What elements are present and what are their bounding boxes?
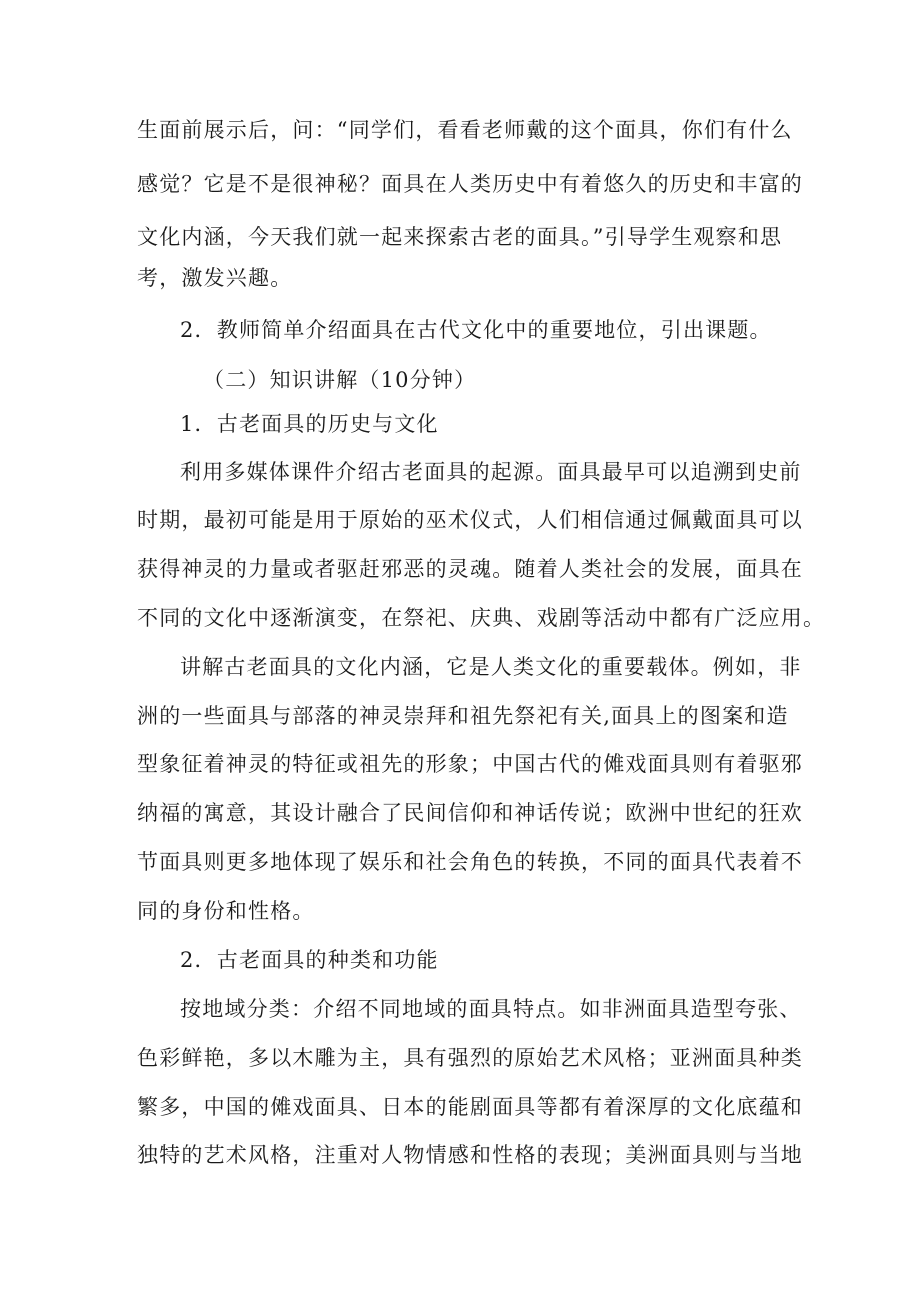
- section-heading: （二）知识讲解（10分钟）: [203, 368, 477, 392]
- list-item-heading: 2．教师简单介绍面具在古代文化中的重要地位，引出课题。: [180, 318, 772, 342]
- paragraph-line: 按地域分类：介绍不同地域的面具特点。如非洲面具造型夸张、: [180, 997, 802, 1021]
- subsection-heading: 2．古老面具的种类和功能: [180, 948, 439, 972]
- paragraph-line: 独特的艺术风格，注重对人物情感和性格的表现；美洲面具则与当地: [137, 1143, 803, 1167]
- paragraph-line: 型象征着神灵的特征或祖先的形象；中国古代的傩戏面具则有着驱邪: [137, 752, 803, 776]
- paragraph-line: 感觉？它是不是很神秘？面具在人类历史中有着悠久的历史和丰富的: [137, 172, 803, 196]
- paragraph-line: 文化内涵，今天我们就一起来探索古老的面具。”引导学生观察和思: [137, 225, 783, 249]
- paragraph-line: 不同的文化中逐渐演变，在祭祀、庆典、戏剧等活动中都有广泛应用。: [137, 606, 826, 630]
- paragraph-line: 时期，最初可能是用于原始的巫术仪式，人们相信通过佩戴面具可以: [137, 508, 803, 532]
- paragraph-line: 讲解古老面具的文化内涵，它是人类文化的重要载体。例如，非: [180, 655, 802, 679]
- subsection-heading: 1．古老面具的历史与文化: [180, 412, 439, 436]
- paragraph-line: 纳福的寓意，其设计融合了民间信仰和神话传说；欧洲中世纪的狂欢: [137, 801, 803, 825]
- paragraph-line: 获得神灵的力量或者驱赶邪恶的灵魂。随着人类社会的发展，面具在: [137, 557, 803, 581]
- paragraph-line: 同的身份和性格。: [137, 899, 315, 923]
- paragraph-line: 繁多，中国的傩戏面具、日本的能剧面具等都有着深厚的文化底蕴和: [137, 1095, 803, 1119]
- paragraph-line: 利用多媒体课件介绍古老面具的起源。面具最早可以追溯到史前: [180, 460, 802, 484]
- paragraph-line: 节面具则更多地体现了娱乐和社会角色的转换，不同的面具代表着不: [137, 850, 803, 874]
- paragraph-line: 洲的一些面具与部落的神灵崇拜和祖先祭祀有关,面具上的图案和造: [137, 704, 789, 728]
- paragraph-line: 色彩鲜艳，多以木雕为主，具有强烈的原始艺术风格；亚洲面具种类: [137, 1046, 803, 1070]
- paragraph-line: 考，激发兴趣。: [137, 266, 293, 290]
- paragraph-line: 生面前展示后，问：“同学们，看看老师戴的这个面具，你们有什么: [137, 118, 793, 142]
